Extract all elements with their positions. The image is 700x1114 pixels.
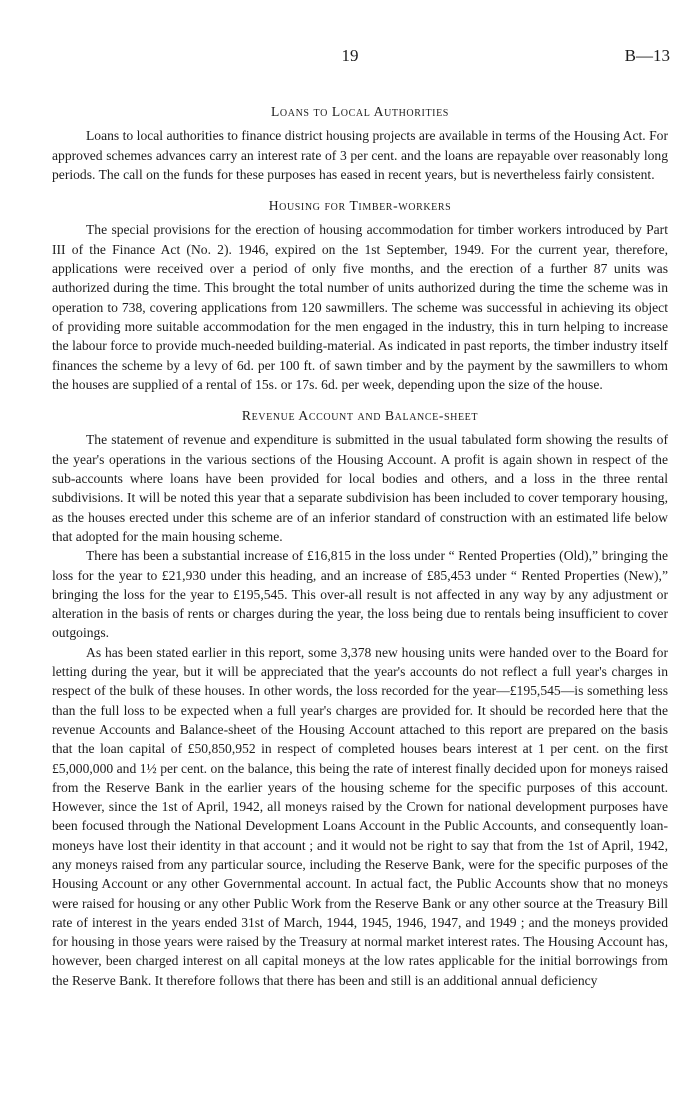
section-heading: Loans to Local Authorities: [271, 104, 449, 119]
paragraph: The statement of revenue and expenditure is submitted in the usual tabulated form showing the results of the year's operations in the various sections of the Housing Account. A profit is again shown in respect of the sub-accounts where loans have been provided for local bodies and others, and a loss in the three rental subdivisions. It will be noted this year that a separate subdivision has been included to cover temporary housing, as the houses erected under this scheme are of an inferior standard of construction with an estimated life below that adopted for the main housing scheme.: [52, 432, 668, 544]
document-reference: B—13: [624, 46, 670, 65]
section-heading: Housing for Timber-workers: [268, 198, 452, 214]
paragraph: As has been stated earlier in this report, some 3,378 new housing units were handed over to the Board for letting during the year, but it will be appreciated that the year's accounts do not reflect a full year's charges in respect of the bulk of these houses. In other words, the loss recorded for the year—£195,545—is something less than the full loss to be expected when a full year's charges are provided for. It should be recorded here that the revenue Accounts and Balance-sheet of the Housing Account attached to this report are prepared on the basis that the loan capital of £50,850,952 in respect of completed houses bears interest at 1 per cent. on the first £5,000,000 and 1½ per cent. on the balance, this being the rate of interest finally decided upon for moneys raised from the Reserve Bank in the earlier years of the housing scheme for the specific purposes of this account. However, since the 1st of April, 1942, all moneys raised by the Crown for national development purposes have been focused through the National Development Loans Account in the Public Accounts, and consequently loan-moneys have lost their identity in that account ; and it would not be right to say that from the 1st of April, 1942, any moneys raised from any particular source, including the Reserve Bank, were for the specific purposes of the Housing Account or any other Governmental account. In actual fact, the Public Accounts show that no moneys were raised for housing or any other Public Work from the Reserve Bank or any other source at the Treasury Bill rate of interest in the years ended 31st of March, 1944, 1945, 1946, 1947, and 1949 ; and the moneys provided for housing in those years were raised by the Treasury at normal market interest rates. The Housing Account has, however, been charged interest on all capital moneys at the low rates applicable for the initial borrowings from the Reserve Bank. It therefore follows that there has been and still is an additional annual deficiency: [52, 644, 668, 988]
section-loans-to-local-authorities: [52, 102, 668, 184]
section-housing-for-timber-workers: [52, 196, 668, 394]
section-revenue-account-and-balance-sheet: [52, 406, 668, 990]
paragraph: Loans to local authorities to finance district housing projects are available in terms of the Housing Act. For approved schemes advances carry an interest rate of 3 per cent. and the loans are repayable over reasonably long periods. The call on the funds for these purposes has eased in recent years, but is nevertheless fairly consistent.: [52, 128, 668, 182]
page-number: 19: [341, 46, 359, 65]
page-body: [52, 102, 668, 1002]
paragraph: There has been a substantial increase of £16,815 in the loss under “ Rented Properties (Old),” bringing the loss for the year to £21,930 under this heading, and an increase of £85,453 under “ Rented Properties (New),” bringing the loss for the year to £195,545. This over-all result is not affected in any way by any adjustment or alteration in the basis of rents or charges during the year, the loss being due to rentals being insufficient to cover outgoings.: [52, 548, 668, 641]
page-header: [0, 46, 700, 70]
paragraph: The special provisions for the erection of housing accommodation for timber workers introduced by Part III of the Finance Act (No. 2). 1946, expired on the 1st September, 1949. For the current year, therefore, applications were received over a period of only five months, and the erection of a further 87 units was authorized during the time. This brought the total number of units authorized during the time the scheme was in operation to 738, covering applications from 120 sawmillers. The scheme was successful in achieving its object of providing more suitable accommodation for the men engaged in the industry, this in turn helping to increase the labour force to provide much-needed building-material. As indicated in past reports, the timber industry itself finances the scheme by a levy of 6d. per 100 ft. of sawn timber and by the payment by the sawmillers to whom the houses are supplied of a rental of 15s. or 17s. 6d. per week, depending upon the size of the house.: [52, 222, 668, 392]
section-heading: Revenue Account and Balance-sheet: [241, 408, 479, 424]
